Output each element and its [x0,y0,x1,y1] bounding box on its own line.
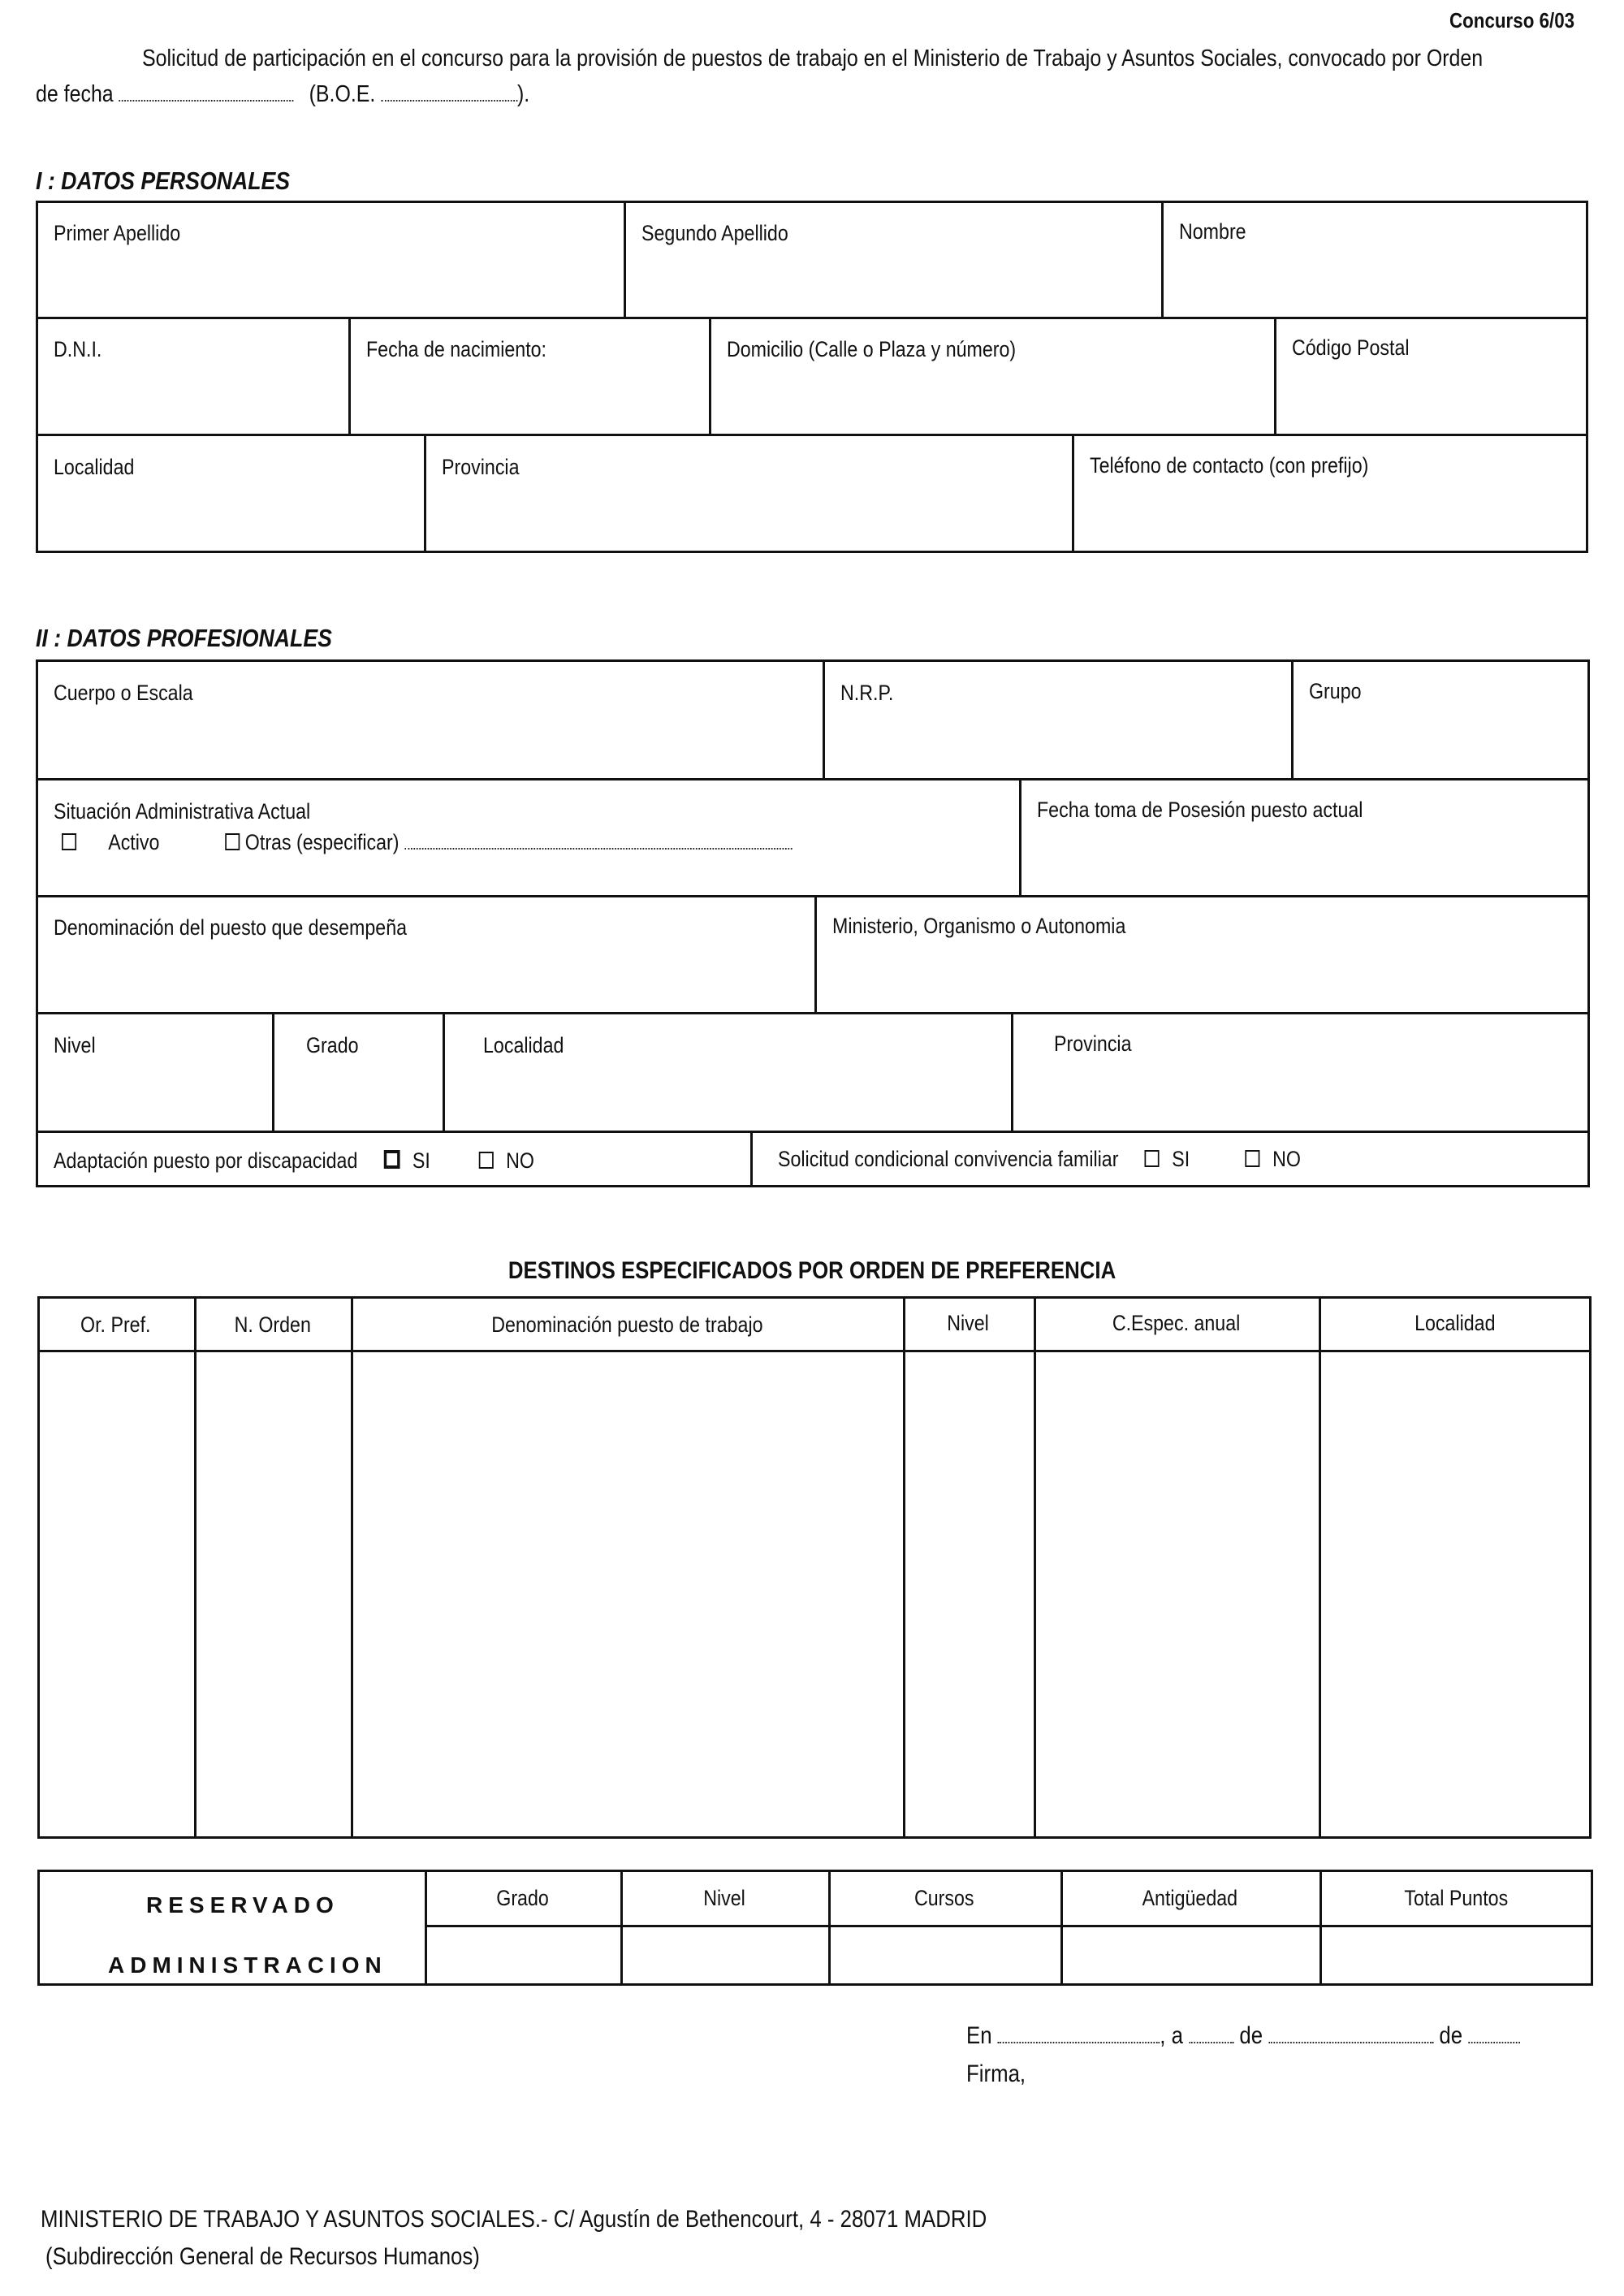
personal-data-box [36,201,1588,553]
res-col-nivel: Nivel [703,1886,745,1910]
footer-subdireccion: (Subdirección General de Recursos Humanos) [45,2243,480,2270]
date-line [966,2022,1610,2050]
situacion-options [62,830,911,855]
col-divider [1274,317,1276,435]
condicional-label: Solicitud condicional convivencia familiar [778,1147,1119,1171]
row-divider [36,1131,1590,1133]
date-de-label-2: de [1439,2022,1463,2049]
month-field[interactable] [1268,2026,1433,2043]
reservado-label: RESERVADO [146,1892,339,1918]
row-divider [36,317,1588,319]
col-divider [443,1012,445,1131]
intro-de-fecha: de fecha [36,81,114,107]
condicional-no-label: NO [1272,1147,1301,1171]
fecha-nacimiento-field[interactable]: Fecha de nacimiento: [366,337,547,361]
col-divider [750,1131,753,1187]
col-divider [1072,434,1074,553]
day-field[interactable] [1189,2026,1233,2043]
section-title-personal: I : DATOS PERSONALES [36,166,291,195]
date-a-label: , a [1160,2022,1183,2049]
provincia-field[interactable]: Provincia [442,455,520,479]
adaptacion-row [54,1148,612,1174]
firma-label: Firma, [966,2060,1026,2087]
condicional-si-checkbox[interactable] [1145,1150,1160,1167]
date-de-label-1: de [1239,2022,1263,2049]
footer-address: MINISTERIO DE TRABAJO Y ASUNTOS SOCIALES.- C/ Agustín de Bethencourt, 4 - 28071 MADRID [41,2206,987,2233]
res-col-cursos: Cursos [914,1886,974,1910]
col-header-localidad: Localidad [1415,1311,1496,1335]
col-divider [814,895,817,1013]
signature-area[interactable] [966,2095,1535,2193]
otras-checkbox[interactable] [225,833,240,850]
intro-text-line2 [36,81,610,108]
situacion-label: Situación Administrativa Actual [54,799,311,824]
col-divider [348,317,351,435]
adaptacion-label: Adaptación puesto por discapacidad [54,1148,358,1173]
cuerpo-escala-field[interactable]: Cuerpo o Escala [54,681,193,705]
localidad-field[interactable]: Localidad [54,455,135,479]
section-title-profesional: II : DATOS PROFESIONALES [36,624,332,652]
year-field[interactable] [1468,2026,1520,2043]
adaptacion-si-label: SI [412,1148,430,1173]
otras-specify-field[interactable] [404,832,792,850]
denominacion-puesto-field[interactable]: Denominación del puesto que desempeña [54,915,408,940]
grupo-field[interactable]: Grupo [1309,679,1362,703]
otras-label: Otras (especificar) [244,830,400,854]
destinos-entry-area[interactable] [40,1352,1589,1836]
concurso-reference: Concurso 6/03 [1449,8,1574,32]
provincia-puesto-field[interactable]: Provincia [1054,1031,1132,1056]
nrp-field[interactable]: N.R.P. [840,681,894,705]
domicilio-field[interactable]: Domicilio (Calle o Plaza y número) [727,337,1017,361]
res-col-grado: Grado [496,1886,549,1910]
adaptacion-no-checkbox[interactable] [479,1152,494,1169]
row-divider [36,434,1588,436]
segundo-apellido-field[interactable]: Segundo Apellido [641,221,788,245]
col-divider [1161,201,1164,318]
adaptacion-no-label: NO [506,1148,534,1173]
row-divider [36,778,1590,780]
activo-checkbox[interactable] [62,833,76,850]
place-field[interactable] [998,2026,1160,2043]
col-divider [424,434,426,553]
col-header-nivel: Nivel [947,1311,990,1335]
dni-field[interactable]: D.N.I. [54,337,102,361]
col-header-or-pref: Or. Pref. [80,1312,151,1337]
col-divider [709,317,711,435]
col-divider [823,659,825,779]
condicional-si-label: SI [1172,1147,1190,1171]
ministerio-field[interactable]: Ministerio, Organismo o Autonomia [832,914,1126,938]
order-date-field[interactable] [119,84,294,102]
localidad-puesto-field[interactable]: Localidad [483,1033,564,1057]
row-divider [36,895,1590,897]
grado-field[interactable]: Grado [306,1033,359,1057]
nombre-field[interactable]: Nombre [1179,219,1246,244]
boe-field[interactable] [381,84,517,102]
col-header-n-orden: N. Orden [234,1312,311,1337]
adaptacion-si-checkbox[interactable] [384,1150,400,1169]
header-divider [425,1925,1593,1927]
telefono-field[interactable]: Teléfono de contacto (con prefijo) [1090,453,1369,478]
col-divider [272,1012,274,1131]
date-en-label: En [966,2022,992,2049]
col-divider [1291,659,1294,779]
res-col-total-puntos: Total Puntos [1404,1886,1509,1910]
nivel-field[interactable]: Nivel [54,1033,96,1057]
col-divider [1011,1012,1013,1131]
primer-apellido-field[interactable]: Primer Apellido [54,221,181,245]
activo-label: Activo [108,830,160,854]
fecha-posesion-field[interactable]: Fecha toma de Posesión puesto actual [1037,798,1363,822]
condicional-row [778,1147,1386,1172]
col-divider [1019,778,1021,896]
administracion-label: ADMINISTRACION [108,1952,387,1978]
res-col-antiguedad: Antigüedad [1142,1886,1238,1910]
intro-text-line1: Solicitud de participación en el concurso para la provisión de puestos de trabajo en el Ministerio de Trabajo y Asuntos Sociales, convocado por Orden [142,45,1484,71]
col-header-c-espec: C.Espec. anual [1112,1311,1241,1335]
col-header-denominacion: Denominación puesto de trabajo [490,1312,763,1337]
col-divider [624,201,626,318]
intro-boe: (B.O.E. [309,81,376,107]
codigo-postal-field[interactable]: Código Postal [1292,335,1410,360]
destinos-title: DESTINOS ESPECIFICADOS POR ORDEN DE PREFERENCIA [508,1257,1116,1284]
intro-close: ). [516,81,530,107]
row-divider [36,1012,1590,1014]
condicional-no-checkbox[interactable] [1246,1150,1260,1167]
